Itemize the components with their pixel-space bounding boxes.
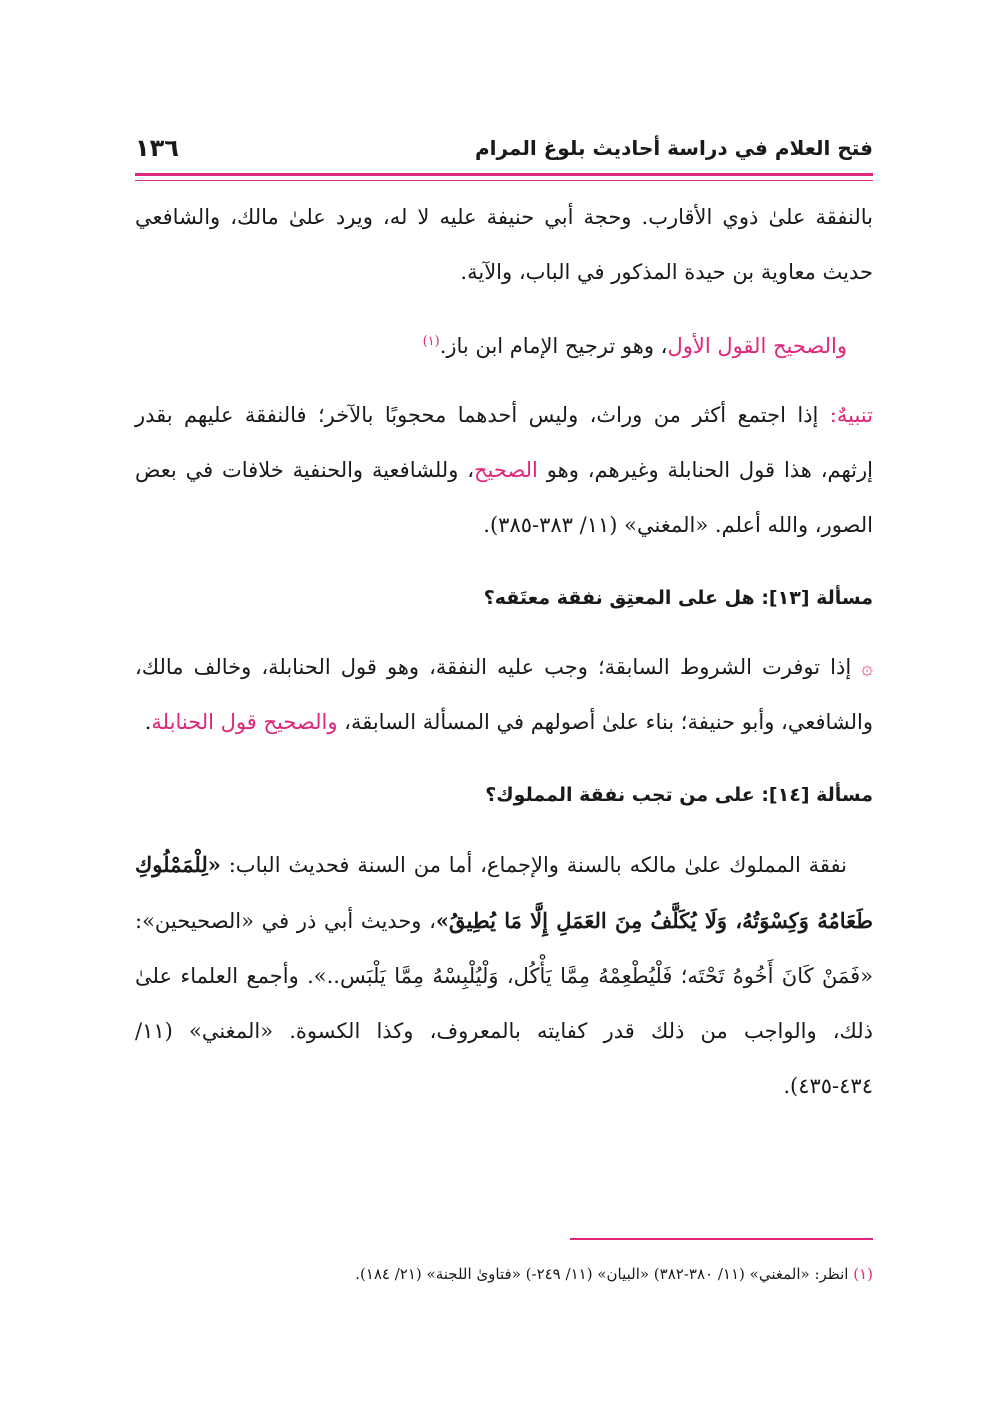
footnote-rule (570, 1238, 873, 1240)
paragraph-5-text-a: نفقة المملوك علىٰ مالكه بالسنة والإجماع، أما من السنة فحديث الباب: (220, 853, 847, 877)
header-rule-thick (135, 173, 873, 176)
highlight-correct-opinion: والصحيح القول الأول (667, 334, 847, 358)
question-14-heading: مسألة [١٤]: على من تجب نفقة المملوك؟ (485, 784, 873, 806)
footnote-text: انظر: «المغني» (١١/ ٣٨٠-٣٨٢) «البيان» (١١/ ٢٤٩-) «فتاوىٰ اللجنة» (٢١/ ١٨٤). (355, 1265, 854, 1283)
paragraph-4-end: . (144, 710, 152, 734)
paragraph-3-text-a: إذا اجتمع أكثر من وراث، وليس أحدهما محجوبًا بالآخر؛ فالنفقة عليهم بقدر إرثهم، هذا قول الحنابلة وغيرهم، وهو (135, 403, 874, 482)
paragraph-4 (135, 640, 873, 750)
paragraph-3 (135, 388, 873, 553)
highlight-correct: الصحيح (474, 458, 538, 482)
page-number: ١٣٦ (135, 134, 179, 162)
header-rule-thin (135, 180, 873, 181)
footnote-number: (١) (853, 1265, 873, 1283)
footnote (135, 1260, 873, 1288)
question-13-heading: مسألة [١٣]: هل على المعتِق نفقة معتَقه؟ (483, 587, 873, 609)
highlight-correct-hanbali: والصحيح قول الحنابلة (151, 710, 338, 734)
paragraph-5 (135, 837, 873, 1114)
paragraph-5-text-c: . وأجمع العلماء علىٰ ذلك، والواجب من ذلك قدر كفايته بالمعروف، وكذا الكسوة. «المغني» (١١/ ٤٣٤-٤٣٥). (135, 964, 873, 1098)
footnote-ref-1[interactable]: (١) (422, 334, 440, 349)
page-header (135, 128, 873, 168)
paragraph-5-text-b: ، وحديث أبي ذر في «الصحيحين»: (135, 909, 436, 933)
paragraph-3-text-b: ، وللشافعية والحنفية خلافات في بعض الصور، والله أعلم. «المغني» (١١/ ٣٨٣-٣٨٥). (135, 458, 873, 537)
flower-ornament-icon: ۞ (861, 655, 873, 679)
paragraph-4-text: إذا توفرت الشروط السابقة؛ وجب عليه النفقة، وهو قول الحنابلة، وخالف مالك، والشافعي، وأبو حنيفة؛ بناء علىٰ أصولهم في المسألة السابقة، (135, 655, 873, 734)
paragraph-2 (135, 314, 873, 374)
book-title: فتح العلام في دراسة أحاديث بلوغ المرام (474, 136, 873, 160)
paragraph-1: بالنفقة علىٰ ذوي الأقارب. وحجة أبي حنيفة عليه لا له، ويرد علىٰ مالك، والشافعي حديث معاوية بن حيدة المذكور في الباب، والآية. (135, 205, 873, 284)
hadith-quote-1: «لِلْمَمْلُوكِ طَعَامُهُ وَكِسْوَتُهُ، وَلَا يُكَلَّفُ مِنَ العَمَلِ إِلَّا مَا يُطِيقُ» (135, 852, 873, 933)
note-label: تنبيهٌ: (829, 403, 873, 427)
main-text (135, 190, 873, 1114)
hadith-quote-2: «فَمَنْ كَانَ أَخُوهُ تَحْتَه؛ فَلْيُطْعِمْهُ مِمَّا يَأْكُل، وَلْيُلْبِسْهُ مِمَّا يَلْبَس..» (313, 964, 873, 988)
paragraph-2-text: ، وهو ترجيح الإمام ابن باز. (439, 334, 668, 358)
